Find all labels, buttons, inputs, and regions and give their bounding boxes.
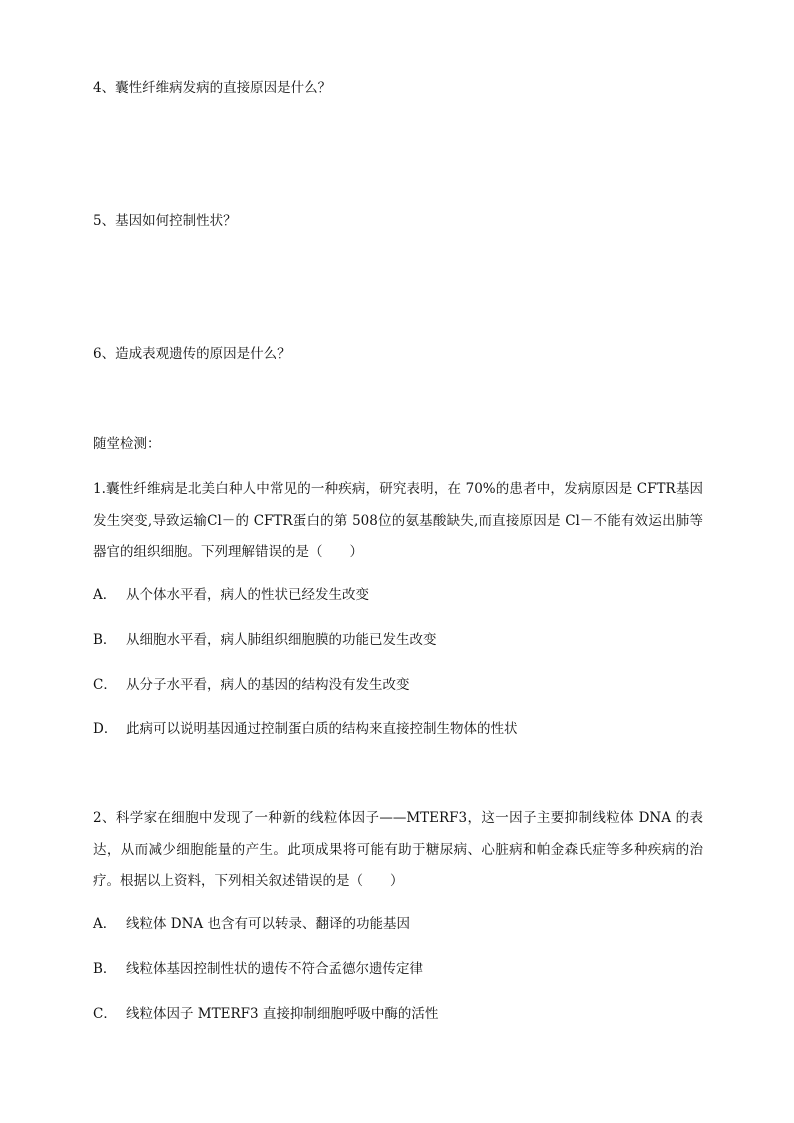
option-text: 从细胞水平看，病人肺组织细胞膜的功能已发生改变 — [126, 632, 437, 648]
option-text: 线粒体因子 MTERF3 直接抑制细胞呼吸中酶的活性 — [126, 1006, 439, 1022]
test2-option-a — [93, 914, 410, 934]
option-letter: A． — [93, 916, 117, 932]
test1-option-b — [93, 630, 437, 650]
question-6: 6、造成表观遗传的原因是什么？ — [93, 346, 291, 362]
test1-option-c — [93, 675, 410, 695]
option-letter: B． — [93, 961, 117, 977]
test2-stem: 2、科学家在细胞中发现了一种新的线粒体因子——MTERF3，这一因子主要抑制线粒体 DNA 的表达，从而减少细胞能量的产生。此项成果将可能有助于糖尿病、心脏病和帕金森氏症等多种疾病的治疗。根据以上资料，下列相关叙述错误的是（ ） — [93, 810, 703, 889]
test2-option-c — [93, 1004, 438, 1024]
question-5: 5、基因如何控制性状？ — [93, 213, 237, 229]
test1-option-a — [93, 585, 369, 605]
question-4: 4、囊性纤维病发病的直接原因是什么？ — [93, 80, 332, 96]
option-letter: A． — [93, 587, 117, 603]
option-text: 线粒体基因控制性状的遗传不符合孟德尔遗传定律 — [126, 961, 423, 977]
option-letter: B． — [93, 632, 117, 648]
test1-stem: 1.囊性纤维病是北美白种人中常见的一种疾病，研究表明，在 70%的患者中，发病原因是 CFTR基因发生突变,导致运输Cl－的 CFTR蛋白的第 508位的氨基酸缺失,而直接原因是 Cl－不能有效运出肺等器官的组织细胞。下列理解错误的是（ ） — [93, 481, 703, 560]
option-letter: C． — [93, 677, 117, 693]
option-text: 此病可以说明基因通过控制蛋白质的结构来直接控制生物体的性状 — [126, 721, 518, 737]
option-letter: D． — [93, 721, 118, 737]
test2-option-b — [93, 959, 423, 979]
option-text: 从分子水平看，病人的基因的结构没有发生改变 — [126, 677, 410, 693]
option-letter: C． — [93, 1006, 117, 1022]
test1-option-d — [93, 719, 518, 739]
option-text: 线粒体 DNA 也含有可以转录、翻译的功能基因 — [126, 916, 410, 932]
option-text: 从个体水平看，病人的性状已经发生改变 — [126, 587, 369, 603]
section-title: 随堂检测： — [93, 436, 161, 452]
